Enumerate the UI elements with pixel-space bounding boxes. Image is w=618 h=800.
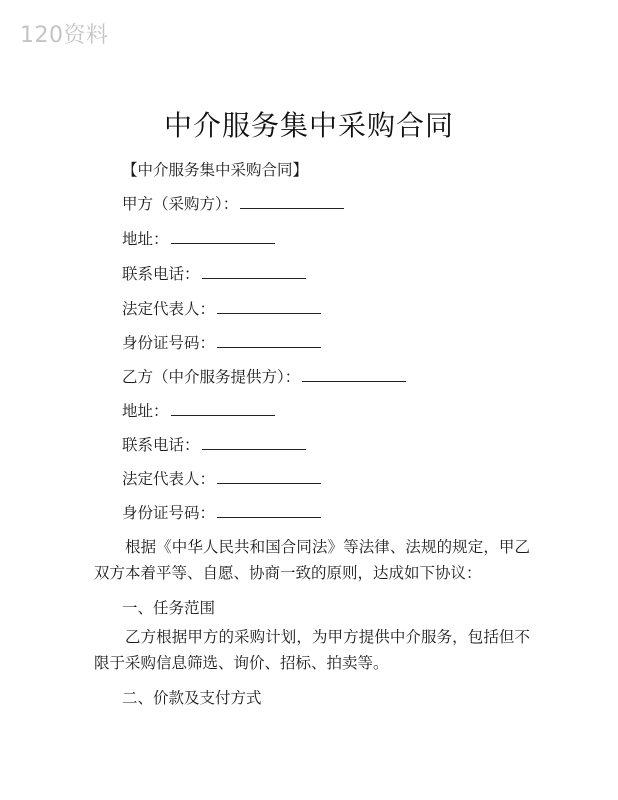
party-b-address-blank[interactable] [171,401,275,416]
section-1-body: 乙方根据甲方的采购计划，为甲方提供中介服务，包括但不限于采购信息筛选、询价、招标、拍卖等。 [94,628,530,672]
page-title: 中介服务集中采购合同 [163,109,454,142]
party-a-address-row [122,227,275,249]
party-a-address-label: 地址： [122,230,169,248]
party-a-phone-label: 联系电话： [122,265,200,283]
preamble-paragraph: 根据《中华人民共和国合同法》等法律、法规的规定，甲乙双方本着平等、自愿、协商一致的原则，达成如下协议： [94,538,530,582]
party-a-phone-blank[interactable] [202,264,306,279]
party-b-phone-blank[interactable] [202,435,306,450]
section-1-heading: 一、任务范围 [122,599,216,617]
party-a-id-blank[interactable] [217,333,321,348]
party-b-name-row [122,365,406,387]
party-b-phone-label: 联系电话： [122,436,200,454]
party-b-name-label: 乙方（中介服务提供方）： [122,368,301,386]
section-2-heading: 二、价款及支付方式 [122,689,262,707]
party-b-name-blank[interactable] [302,367,406,382]
party-a-name-blank[interactable] [240,194,344,209]
party-b-address-label: 地址： [122,402,169,420]
party-b-legal-rep-label: 法定代表人： [122,470,216,488]
party-a-legal-rep-blank[interactable] [217,299,321,314]
party-b-id-blank[interactable] [217,503,321,518]
party-b-phone-row [122,433,306,455]
party-a-id-row [122,331,321,353]
party-a-name-row [122,192,344,214]
party-a-phone-row [122,262,306,284]
party-a-address-blank[interactable] [171,229,275,244]
party-b-id-label: 身份证号码： [122,504,216,522]
party-a-name-label: 甲方（采购方）： [122,195,239,213]
party-b-id-row [122,501,321,523]
contract-subtitle: 【中介服务集中采购合同】 [122,161,309,179]
party-a-legal-rep-label: 法定代表人： [122,300,216,318]
party-b-legal-rep-blank[interactable] [217,469,321,484]
party-b-legal-rep-row [122,467,321,489]
party-a-id-label: 身份证号码： [122,334,216,352]
watermark: 120资料 [20,23,109,48]
party-a-legal-rep-row [122,297,321,319]
party-b-address-row [122,399,275,421]
